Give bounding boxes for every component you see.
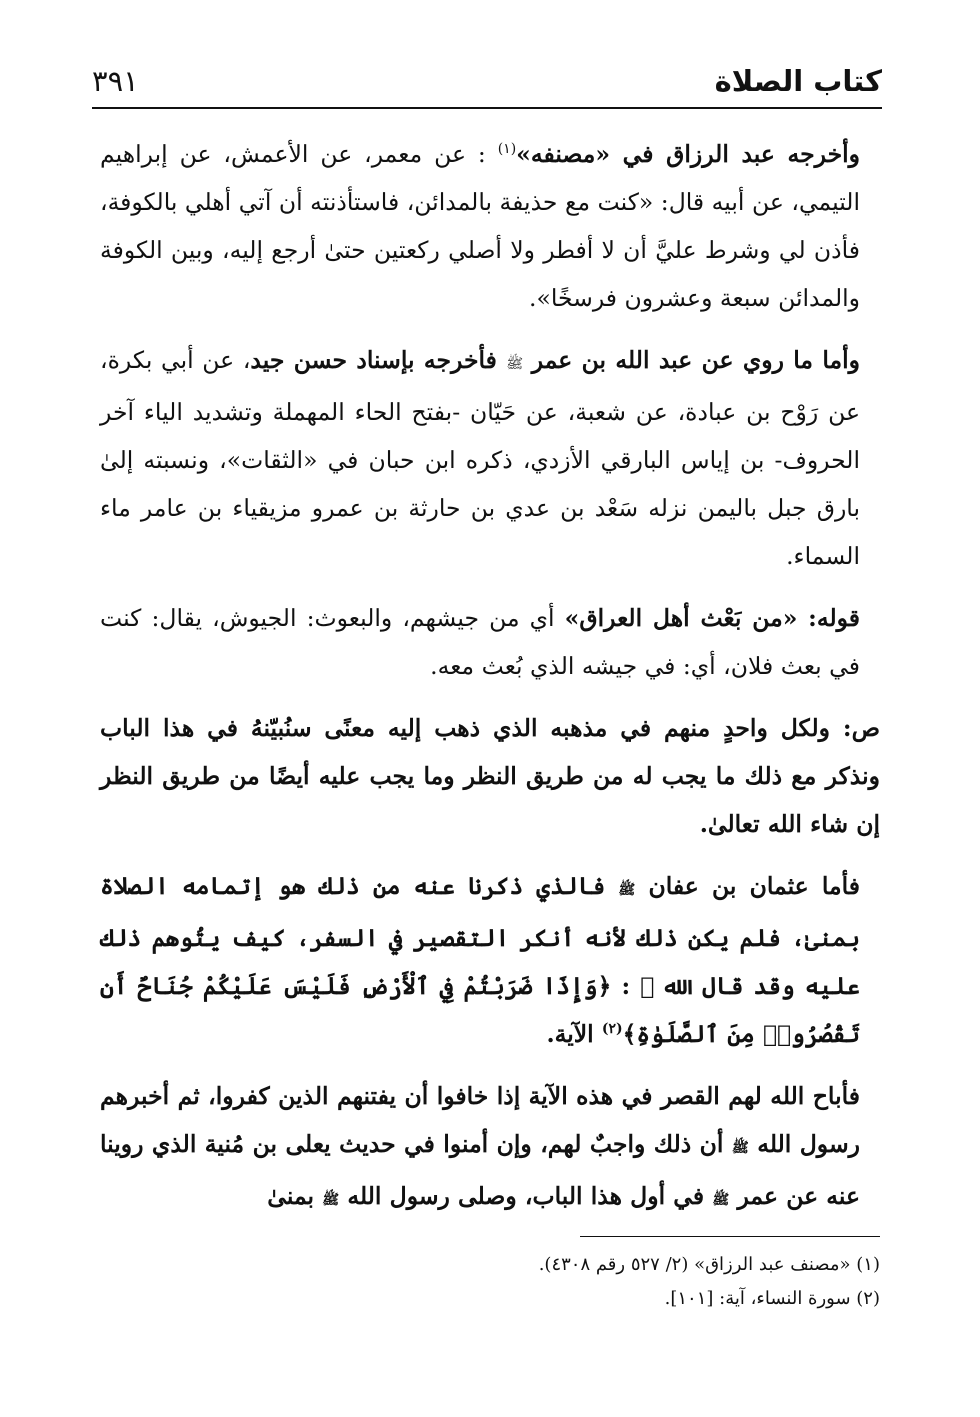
paragraph-2 — [100, 336, 880, 580]
paragraph-3 — [100, 594, 880, 690]
paragraph-1 — [100, 130, 880, 322]
header-rule — [92, 107, 882, 109]
paragraph-6-part1: فأباح الله لهم القصر في هذه الآية إذا خافوا أن يفتنهم الذين كفروا، ثم أخبرهم رسول الله — [100, 1082, 860, 1158]
quran-verse: ﴿وَإِذَا ضَرَبْتُمْ فِي ٱلْأَرْضِ فَلَيْسَ عَلَيْكُمْ جُنَاحٌ أَن تَقْصُرُوا۟ مِنَ ٱلصَّلَوٰةِ﴾ — [100, 972, 860, 1048]
footnote-rule — [580, 1236, 880, 1237]
paragraph-4-text: ص: ولكل واحدٍ منهم في مذهبه الذي ذهب إليه معنًى سنُبيّنهُ في هذا الباب ونذكر مع ذلك ما يجب له من طريق النظر وما يجب عليه أيضًا من طريق النظر إن شاء الله تعالىٰ. — [100, 714, 880, 838]
paragraph-6-part4: بمنىٰ — [267, 1182, 323, 1210]
footnote-ref-2: (٢) — [601, 1021, 623, 1038]
page-number: ٣٩١ — [92, 64, 139, 98]
paragraph-1-lead: وأخرجه عبد الرزاق في «مصنفه» — [516, 140, 860, 168]
paragraph-2-mid: فأخرجه بإسناد حسن جيد — [250, 346, 507, 374]
paragraph-3-text: أي من جيشهم، والبعوث: الجيوش، يقال: كنت في بعث فلان، أي: في جيشه الذي بُعث معه. — [100, 604, 860, 680]
paragraph-2-lead: وأما ما روي عن عبد الله بن عمر — [531, 346, 860, 374]
paragraph-5 — [100, 862, 880, 1058]
paragraph-2-text: ، عن أبي بكرة، عن رَوْح بن عبادة، عن شعبة، عن حَيّان -بفتح الحاء المهملة وتشديد الياء آخر الحروف- بن إياس البارقي الأزدي، ذكره ابن حبان في «الثقات»، ونسبته إلىٰ بارق جبل باليمن نزله سَعْد بن عدي بن حارثة بن عمرو مزيقياء بن عامر ماء السماء. — [100, 346, 860, 570]
paragraph-5-part2: فالذي ذكرنا عنه من ذلك هو إتمامه الصلاة بمنىٰ، فلم يكن ذلك لأنه أنكر التقصير في السفر، كيف يتُوهم ذلك عليه وقد قال الله ﷻ : — [100, 872, 860, 1000]
footnotes — [100, 1248, 880, 1316]
honorific-glyph: ﷺ — [712, 1192, 730, 1208]
honorific-glyph: ﷺ — [506, 356, 524, 372]
footnote-2: (٢) سورة النساء، آية: [١٠١]. — [664, 1288, 880, 1309]
paragraph-6-part3: في أول هذا الباب، وصلى رسول الله — [347, 1182, 713, 1210]
paragraph-6 — [100, 1072, 880, 1224]
honorific-glyph: ﷺ — [731, 1140, 749, 1156]
paragraph-5-end: الآية. — [546, 1020, 602, 1048]
honorific-glyph: ﷺ — [322, 1192, 340, 1208]
honorific-glyph: ﷺ — [618, 882, 636, 898]
footnote-ref-1: (١) — [497, 141, 517, 158]
running-title: كتاب الصلاة — [714, 64, 882, 98]
body-text — [100, 130, 880, 1238]
paragraph-4 — [100, 704, 880, 848]
paragraph-3-lead: قوله: «من بَعْث أهل العراق» — [564, 604, 860, 632]
paragraph-1-text: : عن معمر، عن الأعمش، عن إبراهيم التيمي، عن أبيه قال: «كنت مع حذيفة بالمدائن، فاستأذنته أن آتي أهلي بالكوفة، فأذن لي وشرط عليَّ أن لا أفطر ولا أصلي ركعتين حتىٰ أرجع إليه، وبين الكوفة والمدائن سبعة وعشرون فرسخًا». — [100, 140, 860, 312]
page-header — [92, 52, 882, 98]
paragraph-5-part1: فأما عثمان بن عفان — [648, 872, 861, 900]
paragraph-6-part2: أن ذلك واجبٌ لهم، وإن أمنوا في حديث يعلى بن مُنية الذي روينا عنه عن عمر — [100, 1130, 860, 1210]
footnote-1: (١) «مصنف عبد الرزاق» (٢/ ٥٢٧ رقم ٤٣٠٨). — [538, 1254, 880, 1275]
